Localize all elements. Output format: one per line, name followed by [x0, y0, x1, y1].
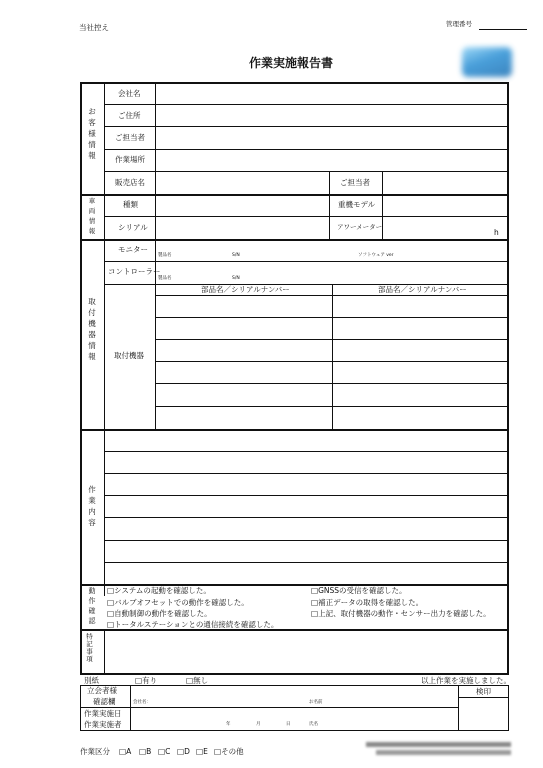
vertical-char: 確 — [88, 607, 96, 615]
category-option-other[interactable]: □その他 — [214, 747, 244, 756]
monitor-field[interactable] — [156, 240, 508, 260]
equipment-entry-column-1[interactable] — [156, 296, 331, 428]
heavy-model-label: 重機モデル — [338, 200, 376, 209]
vertical-char: 認 — [88, 617, 96, 625]
dealer-label: 販売店名 — [115, 178, 145, 187]
vertical-char: 様 — [88, 129, 96, 138]
controller-label: コントローラー — [108, 267, 161, 276]
type-label: 種類 — [123, 200, 138, 209]
vertical-char: 業 — [88, 496, 96, 505]
notes-field[interactable] — [105, 631, 508, 673]
control-number-field[interactable] — [479, 29, 527, 30]
serial-label: シリアル — [118, 223, 148, 232]
monitor-sw-label: ソフトウェア ver — [358, 253, 394, 258]
vertical-char: 内 — [88, 507, 96, 516]
inspection-stamp-field[interactable] — [459, 698, 508, 730]
controller-field[interactable] — [156, 262, 508, 283]
dealer-contact-field[interactable] — [383, 172, 508, 193]
vertical-char: 作 — [88, 485, 96, 494]
vertical-char: 車 — [88, 197, 96, 205]
completion-statement: 以上作業を実施しました。 — [421, 676, 511, 685]
work-content-field[interactable] — [105, 430, 508, 583]
work-place-field[interactable] — [156, 150, 508, 170]
vertical-char: 容 — [88, 518, 96, 527]
serial-field[interactable] — [156, 217, 328, 238]
controller-part-label: 製品名 — [158, 276, 172, 281]
vertical-char: 報 — [88, 227, 96, 235]
vertical-char: 動 — [88, 587, 96, 595]
type-field[interactable] — [156, 195, 328, 215]
month-label: 月 — [256, 722, 261, 727]
vertical-char: 情 — [88, 140, 96, 149]
cell-divider — [329, 171, 330, 194]
cell-divider — [329, 194, 330, 239]
vertical-char: 報 — [88, 352, 96, 361]
heavy-model-field[interactable] — [383, 195, 508, 215]
page-title: 作業実施報告書 — [249, 56, 334, 70]
address-label: ご住所 — [118, 111, 141, 120]
check-group-label — [86, 586, 98, 626]
monitor-label: モニター — [118, 245, 148, 254]
company-info-blurred — [366, 740, 516, 757]
inspection-label: 検印 — [476, 687, 491, 696]
check-item-1[interactable]: □システムの起動を確認した。 — [107, 586, 211, 595]
blur-line — [376, 750, 511, 755]
dealer-contact-label: ご担当者 — [340, 178, 370, 187]
monitor-part-label: 製品名 — [158, 253, 172, 258]
column-header-2: 部品名／シリアルナンバー — [378, 285, 467, 294]
confirm-label: 確認欄 — [93, 697, 116, 706]
witness-label: 立会者様 — [87, 686, 117, 695]
customer-group-label — [86, 106, 98, 161]
vertical-char: 取 — [88, 297, 96, 306]
work-group-label — [86, 484, 98, 528]
address-field[interactable] — [156, 105, 508, 125]
witness-field[interactable] — [131, 686, 457, 706]
controller-sn-label: S/N — [232, 276, 240, 281]
category-option-c[interactable]: □C — [158, 747, 171, 756]
check-item-6[interactable]: □補正データの取得を確認した。 — [311, 598, 424, 607]
notes-group-label — [84, 633, 104, 673]
category-label: 作業区分 — [80, 747, 110, 756]
monitor-sn-label: S/N — [232, 253, 240, 258]
vehicle-group-label — [86, 196, 98, 236]
hour-meter-field[interactable] — [383, 217, 491, 238]
company-logo — [462, 47, 512, 77]
check-item-5[interactable]: □GNSSの受信を確認した。 — [311, 586, 407, 595]
attachment-no-checkbox[interactable]: □無し — [186, 676, 209, 685]
vertical-char: 付 — [88, 308, 96, 317]
column-header-1: 部品名／シリアルナンバー — [201, 285, 290, 294]
attachment-yes-checkbox[interactable]: □有り — [135, 676, 158, 685]
company-label: 会社名 — [118, 89, 141, 98]
work-place-label: 作業場所 — [115, 155, 145, 164]
category-option-e[interactable]: □E — [196, 747, 208, 756]
check-item-7[interactable]: □上記、取付機器の動作・センサー出力を確認した。 — [311, 609, 491, 618]
blur-line — [366, 742, 511, 747]
company-field[interactable] — [156, 84, 508, 104]
work-date-field[interactable] — [131, 708, 457, 730]
check-item-4[interactable]: □トータルステーションとの通信接続を確認した。 — [107, 620, 279, 629]
vertical-char: 情 — [88, 341, 96, 350]
copy-label: 当社控え — [79, 23, 109, 32]
category-option-a[interactable]: □A — [119, 747, 132, 756]
category-option-b[interactable]: □B — [139, 747, 152, 756]
day-label: 日 — [286, 722, 291, 727]
vertical-char: 機 — [88, 319, 96, 328]
vertical-char: 両 — [88, 207, 96, 215]
vertical-char: お — [88, 107, 96, 116]
install-group-label — [86, 296, 98, 362]
control-number-label: 管理番号 — [446, 20, 472, 28]
hour-meter-label: アワーメーター — [337, 223, 383, 231]
worker-label: 作業実施者 — [84, 720, 122, 729]
vertical-char: 報 — [88, 151, 96, 160]
sign-company-label: 会社名： — [133, 700, 151, 705]
contact-field[interactable] — [156, 127, 508, 148]
equipment-label: 取付機器 — [114, 351, 144, 360]
equipment-entry-column-2[interactable] — [333, 296, 508, 428]
check-item-3[interactable]: □自動制御の動作を確認した。 — [107, 609, 212, 618]
vertical-char: 客 — [88, 118, 96, 127]
attachment-label: 別紙 — [84, 676, 99, 685]
dealer-field[interactable] — [156, 172, 328, 193]
hour-unit: h — [494, 228, 499, 237]
vertical-char: 器 — [88, 330, 96, 339]
vertical-char: 作 — [88, 597, 96, 605]
work-date-label: 作業実施日 — [84, 709, 122, 718]
category-option-d[interactable]: □D — [177, 747, 190, 756]
sign-name-label: お名前 — [309, 700, 323, 705]
vertical-char: 情 — [88, 217, 96, 225]
notes-label-text: 特記事項 — [85, 633, 93, 663]
signer-label: 氏名 — [309, 722, 318, 727]
check-item-2[interactable]: □バルブオフセットでの動作を確認した。 — [107, 598, 249, 607]
contact-label: ご担当者 — [115, 133, 145, 142]
year-label: 年 — [226, 722, 231, 727]
